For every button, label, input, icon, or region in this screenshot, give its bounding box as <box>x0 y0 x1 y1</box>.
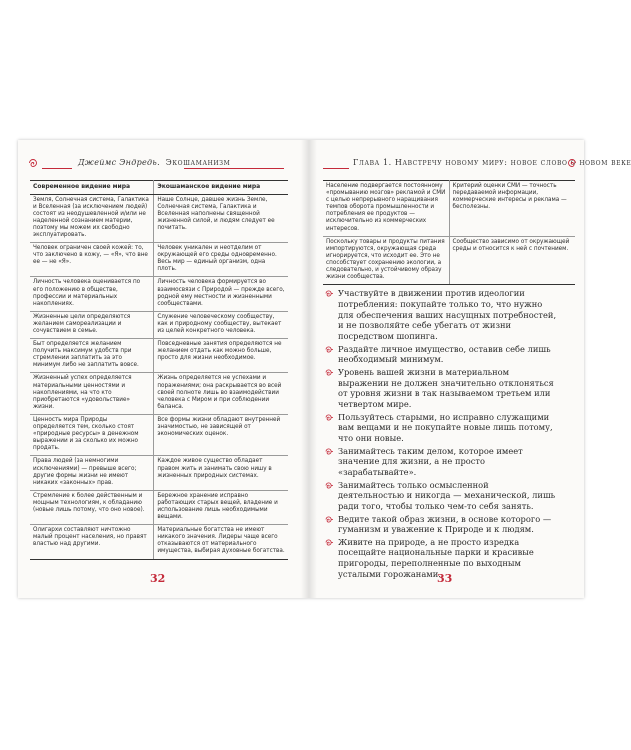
swirl-bullet-icon <box>325 539 333 546</box>
table-cell: Население подвергается постоянному «промыванию мозгов» рекламой и СМИ с целью непрерывного наращивания темпов оборота промышленности и потребления ее продуктов — исключительно из коммерческих интересов. <box>323 181 449 237</box>
header-rule <box>42 168 72 169</box>
table-cell: Жизнь определяется не успехами и поражениями; она раскрывается во всей своей полноте лишь во взаимодействии человека с Миром и при соблюдении баланса. <box>154 373 288 414</box>
table-cell: Быт определяется желанием получить максимум удобств при стремлении заплатить за это минимум либо не заплатить вовсе. <box>30 339 154 373</box>
list-item-text: Ведите такой образ жизни, в основе которого — гуманизм и уважение к Природе и к людям. <box>338 513 552 535</box>
table-row <box>30 311 288 338</box>
table-row <box>30 525 288 559</box>
running-head-author: Джеймс Эндредь. <box>78 158 160 167</box>
running-head-chapter: Глава 1. Навстречу новому миру: новое слово о новом веке <box>353 158 631 167</box>
running-head-title: Экошаманизм <box>165 158 231 167</box>
page-number-right: 33 <box>437 572 453 585</box>
table-cell: Сообщество зависимо от окружающей среды и относится к ней с почтением. <box>449 236 575 285</box>
book-gutter <box>301 140 317 598</box>
table-row <box>30 414 288 455</box>
table-row <box>30 373 288 414</box>
swirl-ornament-icon <box>28 158 38 168</box>
table-cell: Земля, Солнечная система, Галактика и Вселенная (за исключением людей) состоят из неодушевленной и/или не наделенной сознанием материи, поэтому мы можем их свободно эксплуатировать. <box>30 194 154 243</box>
book-spread <box>18 140 631 598</box>
list-item-text: Занимайтесь только осмысленной деятельностью и никогда — механической, лишь ради того, чтобы только чем-то себя занять. <box>338 479 556 512</box>
list-item <box>325 367 557 410</box>
table-cell: Личность человека оценивается по его положению в обществе, профессии и материальных накоплениях. <box>30 277 154 311</box>
list-item-text: Живите на природе, а не просто изредка посещайте национальные парки и красивые пригороды, переполненные по выходным усталыми горожанами. <box>338 536 534 580</box>
table-cell: Наше Солнце, давшее жизнь Земле, Солнечная система, Галактика и Вселенная наполнены священной жизненной силой, и людям следует ее почитать. <box>154 194 288 243</box>
table-cell: Поскольку товары и продукты питания импортируются, окружающая среда игнорируется, что исходит ее. Это не способствует сохранению экологии, а следовательно, и устойчивому образу жизни сообщества. <box>323 236 449 285</box>
table-cell: Материальные богатства не имеют никакого значения. Лидеры чаще всего отказываются от материального имущества, выбирая духовные богатства. <box>154 525 288 559</box>
table-cell: Жизненные цели определяются желанием самореализации и сочувствием в семье. <box>30 311 154 338</box>
list-item-text: Участвуйте в движении против идеологии потребления: покупайте только то, что нужно для обеспечения ваших насущных потребностей, и не позволяйте себе убегать от жизни посредством шопинга. <box>338 288 557 342</box>
list-item-text: Пользуйтесь старыми, но исправно служащими вам вещами и не покупайте новые лишь потому, что они новые. <box>338 411 553 444</box>
swirl-bullet-icon <box>325 414 333 421</box>
worldview-comparison-table <box>30 180 288 560</box>
list-item-text: Занимайтесь таким делом, которое имеет значение для жизни, а не просто «зарабатывайте». <box>338 445 523 478</box>
table-cell: Стремление к более действенным и мощным технологиям, к обладанию (новые лишь потому, что оно новое). <box>30 490 154 524</box>
table-cell: Ценность мира Природы определяется тем, сколько стоят «природные ресурсы» в денежном выражении и за сколько их можно продать. <box>30 414 154 455</box>
table-row <box>30 243 288 277</box>
list-item-text: Уровень вашей жизни в материальном выражении не должен значительно отклоняться от уровня жизни в так называемом третьем или четвертом мире. <box>338 366 554 410</box>
right-page <box>317 140 631 598</box>
column-header: Современное видение мира <box>30 181 154 195</box>
swirl-bullet-icon <box>325 516 333 523</box>
table-row <box>30 277 288 311</box>
running-head-right <box>353 158 631 167</box>
list-item <box>325 514 557 536</box>
swirl-bullet-icon <box>325 290 333 297</box>
swirl-bullet-icon <box>325 448 333 455</box>
table-cell: Человек ограничен своей кожей: то, что заключено в кожу, — «Я», что вне ее — не «Я». <box>30 243 154 277</box>
table-cell: Критерий оценки СМИ — точность передаваемой информации, коммерческие интересы и реклама — бесполезны. <box>449 181 575 237</box>
media-ecology-table <box>323 180 575 285</box>
left-page <box>18 140 301 598</box>
header-rule <box>184 168 284 169</box>
table-row <box>30 194 288 243</box>
header-rule <box>323 168 349 169</box>
column-header: Экошаманское видение мира <box>154 181 288 195</box>
list-item <box>325 344 557 366</box>
swirl-bullet-icon <box>325 346 333 353</box>
table-cell: Личность человека формируется во взаимосвязи с Природой — прежде всего, родной ему местности и жизненными сообществами. <box>154 277 288 311</box>
table-cell: Права людей (за немногими исключениями) — превыше всего; другие формы жизни не имеют никаких «законных» прав. <box>30 456 154 490</box>
swirl-bullet-icon <box>325 369 333 376</box>
list-item-text: Раздайте личное имущество, оставив себе лишь необходимый минимум. <box>338 343 551 365</box>
table-row <box>323 181 575 237</box>
swirl-ornament-icon <box>567 158 577 168</box>
table-cell: Все формы жизни обладают внутренней значимостью, не зависящей от экономических оценок. <box>154 414 288 455</box>
page-number-left: 32 <box>150 572 166 585</box>
table-header-row <box>30 181 288 195</box>
table-cell: Жизненный успех определяется материальными ценностями и накоплениями, на что кто приобретаются «удовольствие» жизни. <box>30 373 154 414</box>
table-row <box>30 339 288 373</box>
table-row <box>30 490 288 524</box>
list-item <box>325 412 557 444</box>
running-head-left <box>78 158 230 167</box>
table-cell: Каждое живое существо обладает правом жить и занимать свою нишу в жизненных природных системах. <box>154 456 288 490</box>
table-row <box>323 236 575 285</box>
table-cell: Человек уникален и неотделим от окружающей его среды одновременно. Весь мир — единый организм, одна плоть. <box>154 243 288 277</box>
table-cell: Олигархи составляют ничтожно малый процент населения, но правят властью над другими. <box>30 525 154 559</box>
list-item <box>325 288 557 342</box>
table-cell: Повседневные занятия определяются не желанием отдать как можно больше, просто для жизни необходимое. <box>154 339 288 373</box>
recommendations-list <box>325 288 557 581</box>
swirl-bullet-icon <box>325 482 333 489</box>
table-cell: Служение человеческому сообществу, как и природному сообществу, вытекает из целей конкретного человека. <box>154 311 288 338</box>
table-cell: Бережное хранение исправно работающих старых вещей, владение и использование лишь необходимыми вещами. <box>154 490 288 524</box>
table-row <box>30 456 288 490</box>
list-item <box>325 446 557 478</box>
list-item <box>325 480 557 512</box>
